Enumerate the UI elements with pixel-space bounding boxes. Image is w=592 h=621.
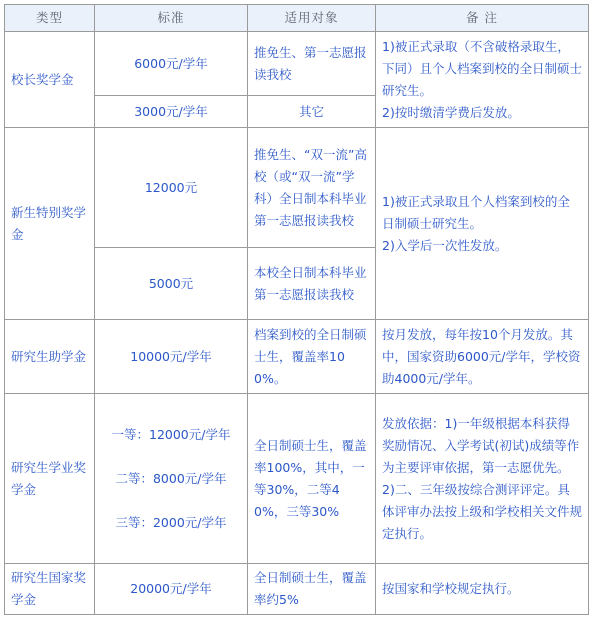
header-standard: 标准 xyxy=(95,5,248,32)
target-cell: 全日制硕士生，覆盖率100%，其中，一等30%，二等40%，三等30% xyxy=(248,394,376,564)
header-row xyxy=(5,5,589,32)
target-cell: 推免生、“双一流”高校（或“双一流”学科）全日制本科毕业第一志愿报读我校 xyxy=(248,128,376,248)
note-cell xyxy=(376,394,589,564)
table-row xyxy=(5,394,589,564)
type-cell: 研究生助学金 xyxy=(5,320,95,394)
table-row xyxy=(5,128,589,248)
target-cell: 推免生、第一志愿报读我校 xyxy=(248,32,376,96)
scholarship-table xyxy=(4,4,589,615)
target-cell: 档案到校的全日制硕士生，覆盖率100%。 xyxy=(248,320,376,394)
type-cell: 研究生学业奖学金 xyxy=(5,394,95,564)
note-line: 2)入学后一次性发放。 xyxy=(382,237,508,253)
standard-cell: 6000元/学年 xyxy=(95,32,248,96)
note-line: 2)按时缴清学费后发放。 xyxy=(382,104,520,120)
standard-tier: 一等：12000元/学年 xyxy=(111,426,231,442)
standard-tier: 二等：8000元/学年 xyxy=(115,470,227,486)
standard-cell: 12000元 xyxy=(95,128,248,248)
note-line: 发放依据：1)一年级根据本科获得奖励情况、入学考试(初试)成绩等作为主要评审依据，第一志愿优先。 xyxy=(382,415,580,475)
note-cell xyxy=(376,32,589,128)
table-row xyxy=(5,320,589,394)
target-cell: 本校全日制本科毕业第一志愿报读我校 xyxy=(248,248,376,320)
note-line: 1)被正式录取（不含破格录取生，下同）且个人档案到校的全日制硕士研究生。 xyxy=(382,38,583,98)
header-type: 类型 xyxy=(5,5,95,32)
standard-tier: 三等：2000元/学年 xyxy=(115,514,227,530)
standard-cell: 10000元/学年 xyxy=(95,320,248,394)
note-cell xyxy=(376,128,589,320)
type-cell: 新生特别奖学金 xyxy=(5,128,95,320)
type-cell: 校长奖学金 xyxy=(5,32,95,128)
header-target: 适用对象 xyxy=(248,5,376,32)
standard-cell xyxy=(95,394,248,564)
note-cell: 按国家和学校规定执行。 xyxy=(376,564,589,615)
standard-cell: 3000元/学年 xyxy=(95,96,248,128)
header-note: 备 注 xyxy=(376,5,589,32)
standard-cell: 5000元 xyxy=(95,248,248,320)
note-cell: 按月发放，每年按10个月发放。其中，国家资助6000元/学年，学校资助4000元/学年。 xyxy=(376,320,589,394)
standard-cell: 20000元/学年 xyxy=(95,564,248,615)
table-row xyxy=(5,564,589,615)
target-cell: 其它 xyxy=(248,96,376,128)
note-line: 2)二、三年级按综合测评评定。具体评审办法按上级和学校相关文件规定执行。 xyxy=(382,481,583,541)
type-cell: 研究生国家奖学金 xyxy=(5,564,95,615)
note-line: 1)被正式录取且个人档案到校的全日制硕士研究生。 xyxy=(382,193,570,231)
table-row xyxy=(5,32,589,96)
target-cell: 全日制硕士生，覆盖率约5% xyxy=(248,564,376,615)
